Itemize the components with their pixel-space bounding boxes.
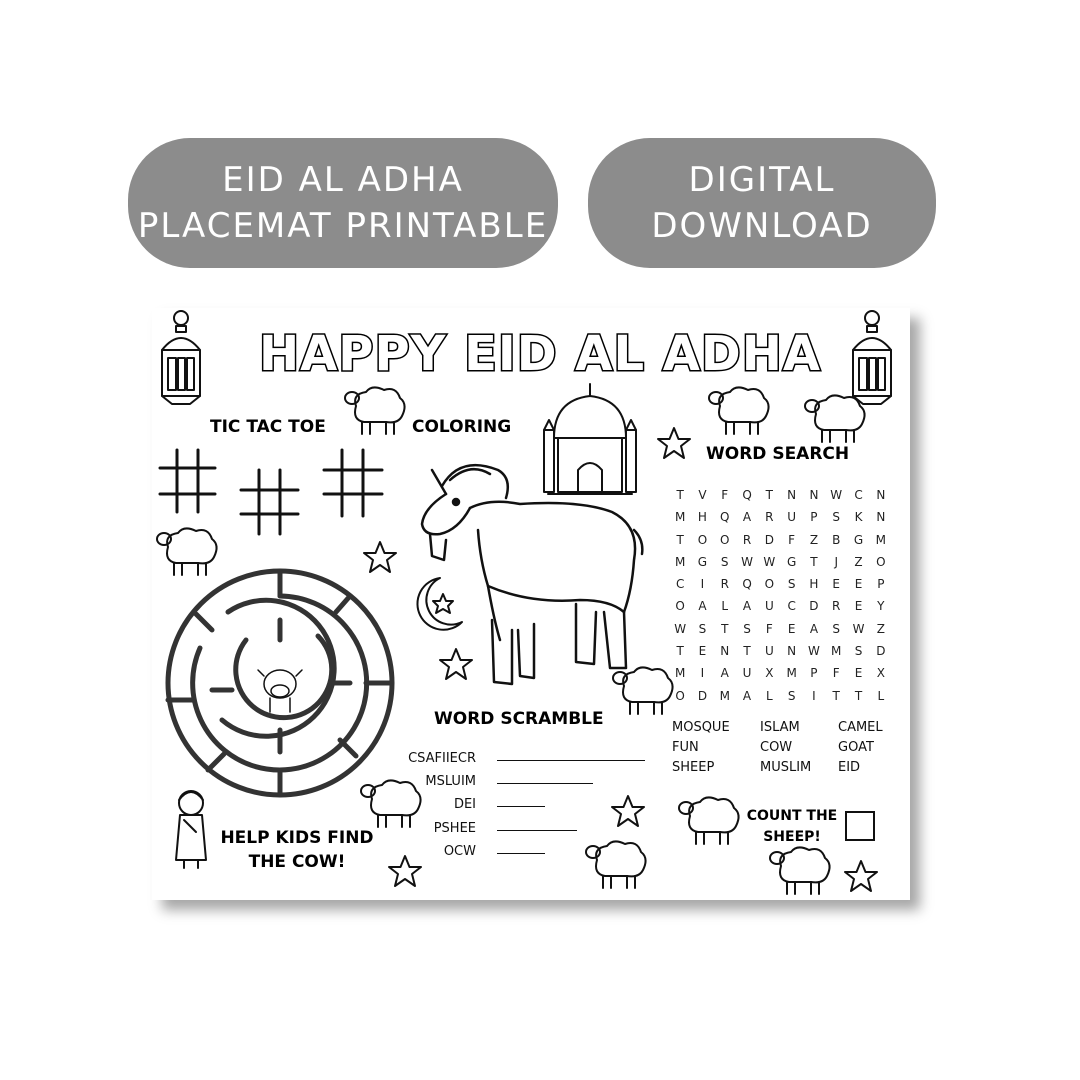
count-answer-box[interactable] (845, 811, 875, 841)
grid-cell: G (786, 554, 797, 569)
count-sheep-line1: COUNT THE (746, 808, 838, 824)
grid-cell: U (764, 599, 774, 614)
grid-cell: G (697, 554, 708, 569)
count-sheep-instruction (742, 806, 842, 848)
grid-cell: G (853, 532, 864, 547)
grid-cell: H (697, 510, 707, 525)
grid-cell: P (877, 577, 885, 592)
grid-cell: W (830, 488, 843, 502)
banner-eid-placemat (128, 138, 558, 268)
grid-cell: T (832, 688, 840, 703)
word-list-item: COW (760, 740, 793, 755)
word-list-column (838, 718, 883, 778)
scramble-answer-blank[interactable] (497, 783, 593, 784)
scramble-answer-blank[interactable] (497, 830, 577, 831)
grid-cell: T (743, 644, 751, 659)
grid-cell: R (742, 532, 752, 547)
grid-cell: I (812, 688, 816, 703)
grid-cell: W (852, 621, 865, 636)
grid-cell: W (807, 644, 820, 659)
scramble-answer-blank[interactable] (497, 853, 545, 854)
grid-cell: A (742, 688, 752, 703)
grid-cell: E (698, 644, 707, 659)
grid-cell: O (675, 599, 685, 614)
word-list-item: ISLAM (760, 720, 800, 735)
grid-cell: R (765, 510, 774, 525)
grid-cell: X (765, 666, 774, 681)
grid-row (669, 506, 892, 528)
grid-cell: F (765, 621, 773, 636)
grid-row (669, 618, 892, 640)
grid-cell: Z (876, 621, 885, 636)
grid-cell: R (720, 577, 729, 592)
grid-cell: S (743, 621, 751, 636)
grid-cell: M (786, 666, 797, 681)
grid-cell: T (765, 488, 773, 502)
grid-cell: D (764, 532, 774, 547)
scramble-word-list (408, 747, 476, 863)
grid-cell: U (742, 666, 752, 681)
grid-cell: S (698, 621, 707, 636)
word-list-item: EID (838, 760, 861, 775)
grid-cell: T (810, 554, 818, 569)
grid-cell: W (763, 554, 776, 569)
scramble-answer-blank[interactable] (497, 806, 545, 807)
grid-cell: M (674, 554, 686, 569)
grid-cell: S (854, 644, 863, 659)
grid-cell: Q (742, 488, 752, 502)
word-list-item: MUSLIM (760, 760, 812, 775)
grid-cell: X (876, 666, 885, 681)
grid-cell: M (719, 688, 730, 703)
grid-cell: A (742, 599, 752, 614)
scramble-word: MSLUIM (425, 774, 476, 790)
grid-cell: A (742, 510, 752, 525)
grid-cell: N (787, 644, 797, 659)
grid-row (669, 573, 892, 595)
grid-cell: S (832, 510, 841, 525)
grid-cell: D (876, 644, 886, 659)
grid-cell: Q (742, 577, 752, 592)
grid-cell: R (832, 599, 841, 614)
word-list-column (760, 718, 811, 778)
grid-cell: F (832, 666, 840, 681)
grid-cell: T (721, 621, 729, 636)
grid-cell: N (809, 488, 819, 502)
grid-cell: F (721, 488, 729, 502)
grid-cell: H (809, 577, 819, 592)
grid-cell: T (676, 532, 684, 547)
grid-cell: M (831, 644, 842, 659)
grid-cell: E (854, 577, 863, 592)
scramble-word: CSAFIIECR (408, 751, 476, 766)
banner-digital-download (588, 138, 936, 268)
grid-cell: N (720, 644, 730, 659)
grid-row (669, 551, 892, 573)
grid-cell: U (764, 644, 774, 659)
grid-cell: M (674, 510, 686, 525)
grid-cell: N (876, 488, 886, 502)
word-search-label: WORD SEARCH (706, 444, 850, 464)
count-sheep-line2: SHEEP! (763, 829, 821, 845)
maze-instruction-line2: THE COW! (248, 852, 346, 872)
grid-cell: O (675, 688, 685, 703)
grid-cell: J (834, 554, 838, 569)
word-scramble-label: WORD SCRAMBLE (434, 709, 604, 729)
grid-cell: I (700, 577, 705, 592)
grid-cell: P (810, 510, 818, 525)
grid-cell: D (809, 599, 819, 614)
scramble-answer-blank[interactable] (497, 760, 645, 761)
grid-cell: D (697, 688, 708, 703)
grid-cell: M (875, 532, 886, 547)
grid-cell: A (809, 621, 819, 636)
grid-cell: C (854, 488, 863, 502)
banner-left-line1: EID AL ADHA (222, 160, 464, 200)
scramble-word: PSHEE (433, 820, 476, 836)
grid-cell: W (674, 621, 687, 636)
grid-cell: Z (809, 532, 819, 547)
grid-cell: V (698, 488, 707, 502)
grid-cell: T (676, 644, 684, 659)
grid-row (669, 595, 892, 617)
grid-cell: C (787, 599, 796, 614)
word-list-item: CAMEL (838, 720, 883, 735)
grid-cell: O (720, 532, 730, 547)
grid-cell: S (787, 577, 796, 592)
scramble-word: OCW (443, 843, 476, 859)
grid-cell: O (764, 577, 775, 592)
grid-cell: E (854, 666, 863, 681)
grid-cell: L (765, 688, 773, 703)
grid-cell: Z (854, 554, 863, 569)
grid-cell: P (810, 666, 818, 681)
word-list-item: SHEEP (672, 760, 715, 775)
grid-cell: E (832, 577, 841, 592)
grid-cell: A (698, 599, 707, 614)
grid-cell: S (787, 688, 796, 703)
scramble-word: DEI (453, 797, 476, 813)
grid-cell: S (720, 554, 729, 569)
grid-cell: O (697, 532, 708, 547)
maze-instruction-line1: HELP KIDS FIND (220, 828, 374, 848)
maze-instruction (212, 826, 382, 874)
grid-cell: I (700, 666, 705, 681)
word-list-item: MOSQUE (672, 720, 730, 735)
grid-cell: M (674, 666, 686, 681)
banner-right-line1: DIGITAL (688, 160, 836, 200)
grid-cell: B (832, 532, 841, 547)
grid-cell: T (676, 488, 684, 502)
grid-cell: O (876, 554, 886, 569)
grid-cell: E (854, 599, 863, 614)
grid-cell: S (832, 621, 841, 636)
word-list-column (672, 718, 730, 778)
grid-row (669, 685, 892, 707)
grid-row (669, 640, 892, 662)
grid-row (669, 484, 892, 506)
word-list-item: FUN (672, 740, 699, 755)
tic-tac-toe-label: TIC TAC TOE (210, 417, 326, 437)
grid-cell: T (854, 688, 863, 703)
grid-row (669, 662, 892, 684)
grid-cell: L (877, 688, 885, 703)
word-search-grid (669, 484, 892, 707)
banner-right-line2: DOWNLOAD (651, 206, 873, 246)
grid-cell: F (788, 532, 796, 547)
grid-cell: U (787, 510, 797, 525)
grid-cell: W (741, 554, 753, 569)
banner-left-line2: PLACEMAT PRINTABLE (137, 206, 549, 246)
word-list-item: GOAT (838, 740, 874, 755)
grid-cell: N (787, 488, 797, 502)
grid-cell: E (787, 621, 796, 636)
grid-row (669, 529, 892, 551)
grid-cell: C (675, 577, 685, 592)
grid-cell: A (720, 666, 729, 681)
grid-cell: L (721, 599, 729, 614)
coloring-label: COLORING (412, 417, 512, 437)
grid-cell: Q (720, 510, 730, 525)
page-title: HAPPY EID AL ADHA (258, 326, 822, 382)
grid-cell: N (876, 510, 886, 525)
grid-cell: Y (877, 599, 885, 614)
grid-cell: K (854, 510, 863, 525)
